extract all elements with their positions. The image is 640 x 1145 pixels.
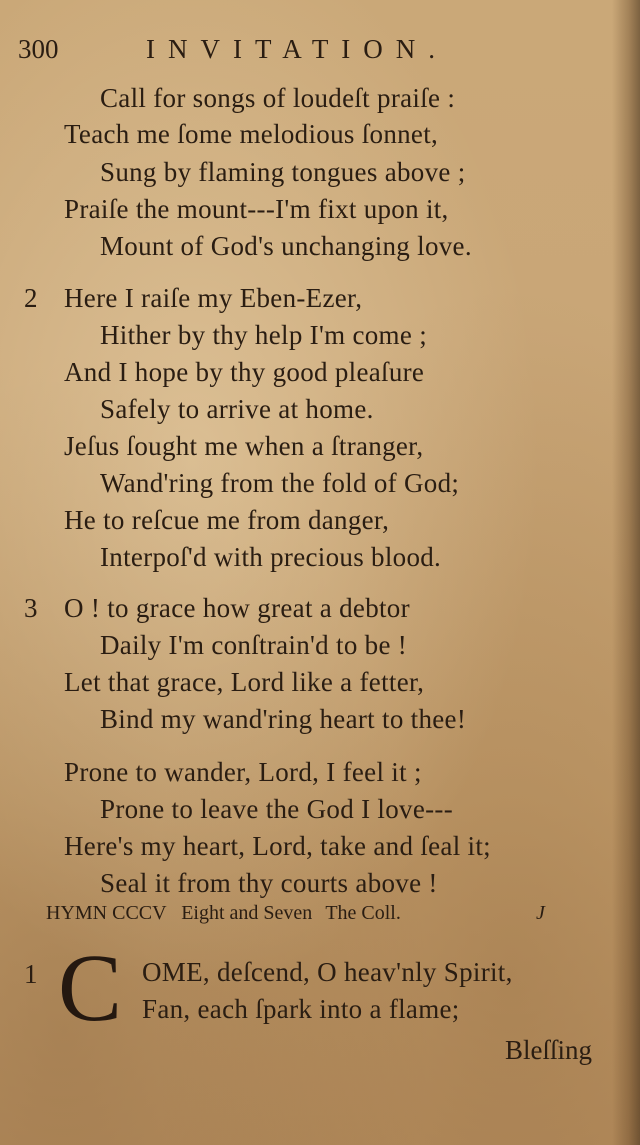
hymn-reference: The Coll. [325,902,401,924]
stanza-number: 3 [24,593,38,623]
hymn-author: J [536,902,545,924]
stanza-number: 2 [24,283,38,313]
verse-line: Seal it from thy courts above ! [100,868,438,898]
catchword: Bleſſing [505,1035,592,1065]
verse-line: Prone to leave the God I love--- [100,794,453,824]
drop-cap: C [58,934,123,1041]
verse-line: Wand'ring from the fold of God; [100,468,460,498]
verse-line: Jeſus ſought me when a ſtranger, [64,431,424,461]
verse-line: O ! to grace how great a debtor [64,593,410,623]
verse-line: And I hope by thy good pleaſure [64,357,425,387]
running-head: INVITATION. [146,34,449,64]
verse-line: Let that grace, Lord like a fetter, [64,667,425,697]
verse-line: Hither by thy help I'm come ; [100,320,427,350]
verse-line: Mount of God's unchanging love. [100,231,472,261]
verse-line: Here I raiſe my Eben-Ezer, [64,283,363,313]
hymn-heading [46,900,545,926]
verse-line: He to reſcue me from danger, [64,505,390,535]
verse-line: Here's my heart, Lord, take and ſeal it; [64,831,491,861]
page-header [18,34,618,74]
verse-line: Bind my wand'ring heart to thee! [100,704,467,734]
page-number: 300 [18,34,59,64]
verse-line: Interpoſ'd with precious blood. [100,542,442,572]
verse-line: Praiſe the mount---I'm fixt upon it, [64,194,449,224]
verse-line: OME, deſcend, O heav'nly Spirit, [142,957,513,987]
verse-line: Fan, each ſpark into a flame; [142,994,460,1024]
verse-line: Sung by flaming tongues above ; [100,157,466,187]
verse-line: Daily I'm conſtrain'd to be ! [100,630,408,660]
hymn-title: HYMN CCCV [46,902,167,924]
verse-line: Teach me ſome melodious ſonnet, [64,119,439,149]
stanza-number: 1 [24,959,38,989]
hymn-meter: Eight and Seven [181,902,313,924]
verse-line: Call for songs of loudeſt praiſe : [100,83,456,113]
verse-line: Safely to arrive at home. [100,394,374,424]
verse-line: Prone to wander, Lord, I feel it ; [64,757,422,787]
